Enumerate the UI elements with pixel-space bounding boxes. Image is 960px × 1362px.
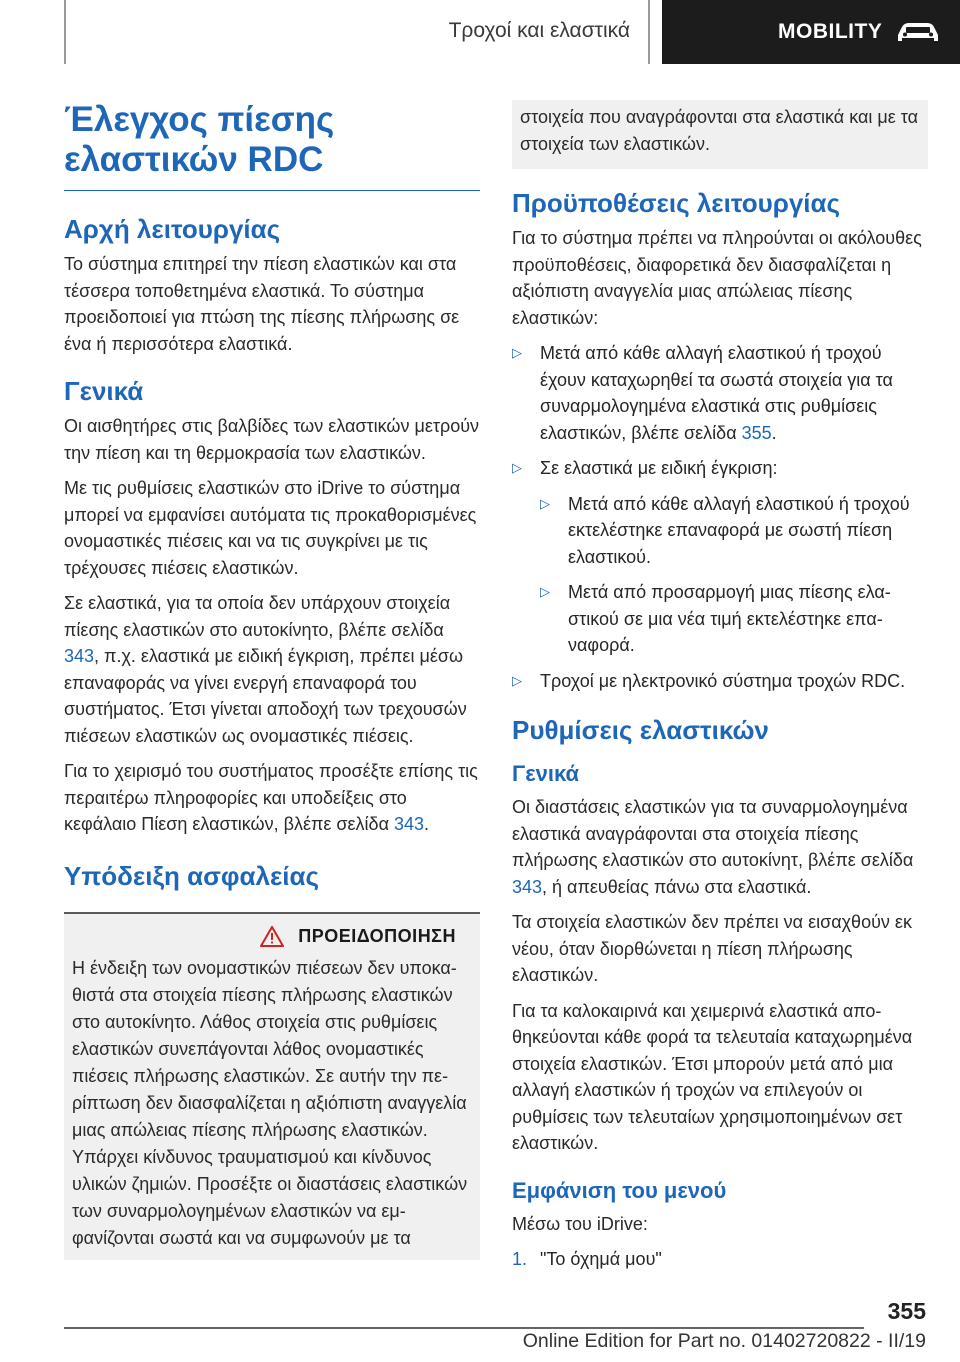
heading-tire-settings: Ρυθμίσεις ελαστικών	[512, 715, 769, 745]
para-principle: Το σύστημα επιτηρεί την πίεση ελαστικών και στα τέσσερα τοποθετημένα ελαστικά. Το σύστημα προειδοποιεί για πτώση της πίεσης πλήρωσης σε ένα ή περισσότερα ελαστικά.	[64, 254, 460, 354]
car-icon	[894, 19, 942, 45]
heading-general: Γενικά	[64, 376, 144, 406]
warning-box-continued	[512, 100, 928, 169]
warning-title: ΠΡΟΕΙΔΟΠΟΙΗΣΗ	[298, 925, 456, 946]
heading-prerequisites: Προϋποθέσεις λειτουργίας	[512, 188, 841, 218]
header-divider-mid	[648, 0, 650, 64]
list-item: ▷ Μετά από κάθε αλλαγή ελαστικού ή τροχού έχουν καταχωρηθεί τα σωστά στοιχεία για τα συναρμολογημένα ελαστικά στις ρυθμίσεις ελαστικών, βλέπε σελίδα 355.	[512, 340, 928, 446]
warning-box	[64, 912, 480, 1260]
sub-list	[540, 491, 928, 659]
triangle-bullet-icon: ▷	[512, 460, 522, 475]
right-column	[512, 100, 928, 1273]
page-link-343[interactable]: 343	[64, 646, 95, 666]
para-general-3: Σε ελαστικά, για τα οποία δεν υπάρχουν στοιχεία πίεσης ελαστικών στο αυτοκίνητο, βλέπε σελίδα 343, π.χ. ελαστικά με ειδική έγκριση, πρέπει μέσω επαναφοράς να γίνει ενεργή επαναφορά του συστήματος. Έτσι γίνεται αποδοχή των τρεχουσών πιέσεων ελαστικών ως ονομαστικές πιέσεις.	[64, 593, 467, 746]
list-item: ▷ Μετά από προσαρμογή μιας πίεσης ελαστικού σε μια νέα τιμή εκτελέστηκε επαναφορά.	[540, 579, 928, 659]
para-general-4: Για το χειρισμό του συστήματος προσέξτε επίσης τις περαιτέρω πληροφορίες και υποδείξεις στο κεφάλαιο Πίεση ελαστικών, βλέπε σελίδα 343.	[64, 761, 478, 834]
para-settings-3: Για τα καλοκαιρινά και χειμερινά ελαστικά αποθηκεύονται κάθε φορά τα τελευταία καταχωρημένα στοιχεία ελαστικών. Έτσι μπορούν μετά από μια αλλαγή ελαστικών ή τροχών να επιλεγούν οι ρυθμίσεις των τελευταίων χρησιμοποιημένων σετ ελαστικών.	[512, 1000, 913, 1153]
para-prerequisites: Για το σύστημα πρέπει να πληρούνται οι ακόλουθες προϋποθέσεις, διαφορετικά δεν διασφαλίζεται η αξιόπιστη αναγγελία μιας απώλειας πίεσης ελαστικών:	[512, 228, 922, 328]
list-item: ▷ Τροχοί με ηλεκτρονικό σύστημα τροχών RDC.	[512, 668, 928, 695]
prerequisites-list	[512, 340, 928, 694]
para-menu: Μέσω του iDrive:	[512, 1213, 648, 1234]
page-number: 355	[887, 1298, 926, 1324]
warning-text-continued: στοιχεία που αναγράφονται στα ελαστικά και με τα στοιχεία των ελαστικών.	[520, 107, 919, 154]
triangle-bullet-icon: ▷	[540, 584, 550, 599]
menu-steps	[512, 1246, 928, 1273]
warning-triangle-icon	[260, 926, 284, 947]
header-section-title: Τροχοί και ελαστικά	[448, 19, 630, 42]
list-item: ▷ Μετά από κάθε αλλαγή ελαστικού ή τροχού εκτελέστηκε επαναφορά με σωστή πίεση ελαστικού.	[540, 491, 928, 571]
para-general-2: Με τις ρυθμίσεις ελαστικών στο iDrive το σύστημα μπορεί να εμφανίσει αυτόματα τις προκαθορισμένες ονομαστικές πιέσεις και να τις συγκρίνει με τις τρέχουσες πιέσεις ελαστικών.	[64, 478, 477, 578]
page-link-343[interactable]: 343	[394, 814, 425, 834]
triangle-bullet-icon: ▷	[512, 345, 522, 360]
page-link-343[interactable]: 343	[512, 876, 543, 897]
list-item: ▷ Σε ελαστικά με ειδική έγκριση: ▷ Μετά από κάθε αλλαγή ελαστικού ή τροχού εκτελέστηκε επαναφορά με σωστή πίεση ελαστικού. ▷ Μετά από προσαρμογή μιας πίεσης ελαστικού σε μια νέα τιμή εκτελέστηκε επαναφορά.	[512, 455, 928, 659]
heading-general-settings: Γενικά	[512, 761, 580, 786]
heading-show-menu: Εμφάνιση του μενού	[512, 1177, 727, 1203]
page-link-355[interactable]: 355	[741, 422, 772, 443]
footer-edition: Online Edition for Part no. 01402720822 - II/19	[522, 1330, 926, 1352]
heading-principle: Αρχή λειτουργίας	[64, 214, 281, 244]
left-column	[64, 100, 480, 1260]
header-chapter-badge	[662, 0, 960, 64]
para-general-1: Οι αισθητήρες στις βαλβίδες των ελαστικών μετρούν την πίεση και τη θερμοκρασία των ελαστικών.	[64, 416, 480, 463]
page-title: Έλεγχος πίεσης ελαστικών RDC	[64, 100, 480, 191]
warning-text: Η ένδειξη των ονομαστικών πιέσεων δεν υποκαθιστά στα στοιχεία πίεσης πλήρωσης ελαστικών στο αυτοκίνητο. Λάθος στοιχεία στις ρυθμίσεις ελαστικών συνεπάγονται λάθος ονομαστικές πιέσεις πλήρωσης ελαστικών. Σε αυτήν την περίπτωση δεν διασφαλίζεται η αξιόπιστη αναγγελία μιας απώλειας πίεσης πλήρωσης ελαστικών. Υπάρχει κίνδυνος τραυματισμού και κίνδυνος υλικών ζημιών. Προσέξτε οι διαστάσεις ελαστικών των συναρμολογημένων ελαστικών να εμφανίζονται σωστά και να συμφωνούν με τα	[72, 957, 468, 1248]
para-settings-1: Οι διαστάσεις ελαστικών για τα συναρμολογημένα ελαστικά αναγράφονται στα στοιχεία πίεσης πλήρωσης ελαστικών στο αυτοκίνητ, βλέπε σελίδα 343, ή απευθείας πάνω στα ελαστικά.	[512, 797, 914, 897]
para-settings-2: Τα στοιχεία ελαστικών δεν πρέπει να εισαχθούν εκ νέου, όταν διορθώνεται η πίεση πλήρωσης ελαστικών.	[512, 912, 912, 985]
warning-header	[72, 926, 472, 947]
chapter-label: MOBILITY	[778, 20, 883, 43]
footer-divider	[64, 1327, 864, 1329]
step-number: 1.	[512, 1249, 528, 1269]
list-item: 1. "Το όχημά μου"	[512, 1246, 928, 1273]
heading-safety: Υπόδειξη ασφαλείας	[64, 860, 320, 891]
triangle-bullet-icon: ▷	[512, 672, 522, 688]
triangle-bullet-icon: ▷	[540, 495, 550, 511]
